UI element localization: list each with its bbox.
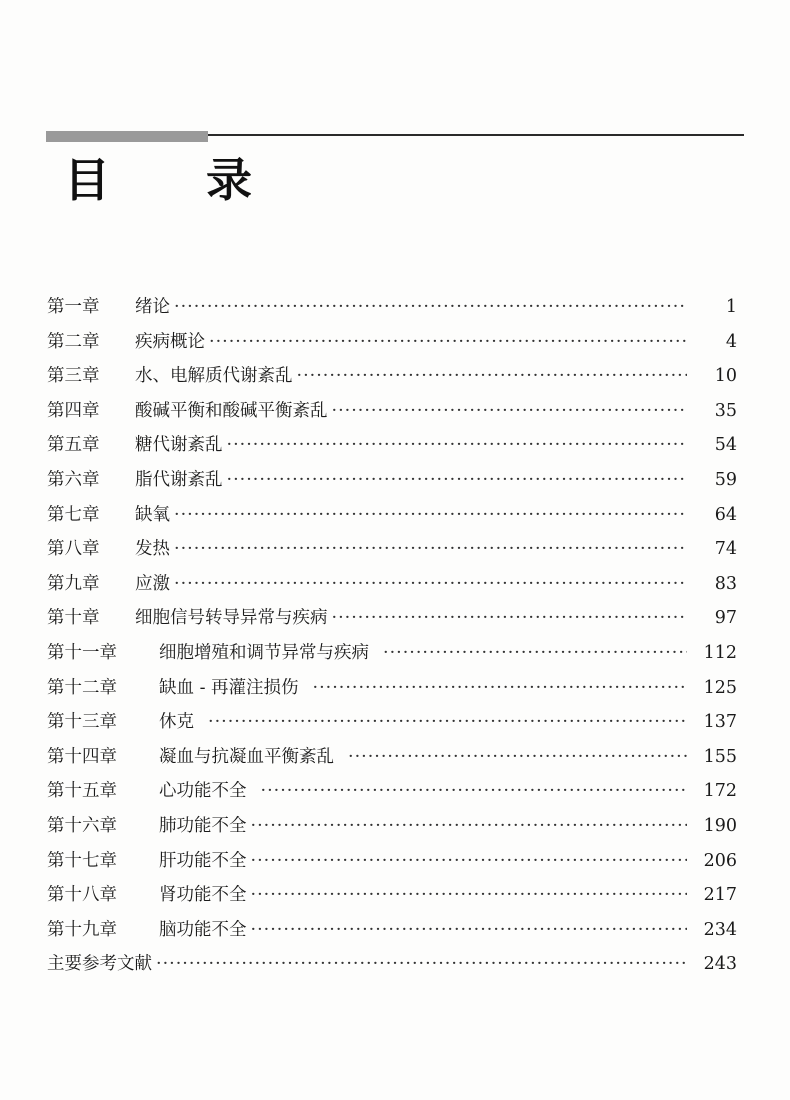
toc-entry-title: 主要参考文献 (47, 954, 152, 975)
toc-entry[interactable] (47, 636, 737, 671)
toc-entry[interactable] (47, 463, 737, 498)
toc-chapter-number: 第十八章 (47, 885, 117, 906)
toc-page-number: 125 (703, 677, 737, 698)
toc-entry-title: 缺氧 (135, 504, 170, 525)
toc-page-number: 206 (703, 850, 737, 871)
toc-entry-title: 细胞增殖和调节异常与疾病 (159, 642, 369, 663)
toc-chapter-number: 第五章 (47, 435, 100, 456)
toc-page-number: 190 (703, 815, 737, 836)
dot-leader (251, 844, 688, 879)
toc-page-number: 10 (714, 366, 737, 387)
toc-entry-title: 水、电解质代谢紊乱 (135, 366, 293, 387)
toc-chapter-number: 第十六章 (47, 815, 117, 836)
dot-leader (227, 463, 688, 498)
dot-leader (313, 671, 687, 706)
toc-entry[interactable] (47, 740, 737, 775)
dot-leader (348, 740, 687, 775)
dot-leader (251, 878, 688, 913)
toc-chapter-number: 第十七章 (47, 850, 117, 871)
table-of-contents (47, 290, 737, 982)
toc-page-number: 4 (725, 331, 737, 352)
toc-entry[interactable] (47, 428, 737, 463)
toc-page-number: 137 (703, 712, 737, 733)
toc-page-number: 59 (714, 469, 737, 490)
toc-chapter-number: 第一章 (47, 297, 100, 317)
toc-entry[interactable] (47, 705, 737, 740)
toc-entry-title: 细胞信号转导异常与疾病 (135, 608, 328, 629)
toc-chapter-number: 第七章 (47, 504, 100, 525)
dot-leader (174, 532, 687, 567)
dot-leader (251, 809, 688, 844)
dot-leader (297, 359, 688, 394)
toc-entry-title: 缺血 - 再灌注损伤 (159, 677, 299, 698)
toc-chapter-number: 第九章 (47, 573, 100, 594)
dot-leader (209, 325, 687, 360)
toc-chapter-number: 第十二章 (47, 677, 117, 698)
toc-page-number: 155 (703, 746, 737, 767)
toc-page-number: 112 (703, 642, 737, 663)
toc-chapter-number: 第十一章 (47, 642, 117, 663)
toc-entry-title: 脂代谢紊乱 (135, 469, 223, 490)
toc-entry[interactable] (47, 878, 737, 913)
dot-leader (261, 774, 688, 809)
toc-entry-title: 发热 (135, 539, 170, 560)
toc-entry-title: 心功能不全 (159, 781, 247, 802)
toc-chapter-number: 第十九章 (47, 919, 117, 940)
toc-page-number: 35 (714, 400, 737, 421)
toc-entry[interactable] (47, 947, 737, 982)
toc-entry-title: 肾功能不全 (159, 885, 247, 906)
toc-page-number: 172 (703, 781, 737, 802)
toc-entry[interactable] (47, 809, 737, 844)
toc-chapter-number: 第十章 (47, 608, 100, 629)
dot-leader (227, 428, 688, 463)
toc-page-number: 234 (703, 919, 737, 940)
toc-entry[interactable] (47, 394, 737, 429)
toc-entry-title: 脑功能不全 (159, 919, 247, 940)
toc-chapter-number: 第三章 (47, 366, 100, 387)
toc-page-number: 243 (703, 954, 737, 975)
toc-chapter-number: 第十四章 (47, 746, 117, 767)
dot-leader (332, 601, 688, 636)
page-title: 目 录 (64, 153, 293, 207)
toc-chapter-number: 第十三章 (47, 712, 117, 733)
dot-leader (174, 290, 687, 325)
toc-page-number: 54 (714, 435, 737, 456)
toc-entry[interactable] (47, 359, 737, 394)
toc-page-number: 64 (714, 504, 737, 525)
dot-leader (208, 705, 687, 740)
toc-entry[interactable] (47, 532, 737, 567)
toc-entry[interactable] (47, 290, 737, 325)
toc-entry[interactable] (47, 671, 737, 706)
toc-page-number: 1 (725, 297, 737, 317)
dot-leader (332, 394, 688, 429)
toc-entry[interactable] (47, 844, 737, 879)
dot-leader (251, 913, 688, 948)
dot-leader (156, 947, 687, 982)
toc-page-number: 97 (714, 608, 737, 629)
toc-entry-title: 绪论 (135, 297, 170, 317)
dot-leader (383, 636, 687, 671)
toc-chapter-number: 第二章 (47, 331, 100, 352)
toc-entry-title: 肺功能不全 (159, 815, 247, 836)
toc-entry[interactable] (47, 913, 737, 948)
toc-chapter-number: 第八章 (47, 539, 100, 560)
toc-entry[interactable] (47, 567, 737, 602)
toc-page-number: 217 (703, 885, 737, 906)
toc-entry-title: 糖代谢紊乱 (135, 435, 223, 456)
toc-entry-title: 疾病概论 (135, 331, 205, 352)
toc-entry-title: 酸碱平衡和酸碱平衡紊乱 (135, 400, 328, 421)
toc-page-number: 83 (714, 573, 737, 594)
toc-entry-title: 休克 (159, 712, 194, 733)
toc-page-number: 74 (714, 539, 737, 560)
toc-entry[interactable] (47, 601, 737, 636)
toc-entry-title: 凝血与抗凝血平衡紊乱 (159, 746, 334, 767)
toc-chapter-number: 第十五章 (47, 781, 117, 802)
toc-chapter-number: 第六章 (47, 469, 100, 490)
dot-leader (174, 567, 687, 602)
toc-entry-title: 肝功能不全 (159, 850, 247, 871)
toc-entry[interactable] (47, 774, 737, 809)
toc-entry[interactable] (47, 325, 737, 360)
toc-entry-title: 应激 (135, 573, 170, 594)
toc-chapter-number: 第四章 (47, 400, 100, 421)
header-rule-thin (208, 134, 744, 136)
dot-leader (174, 498, 687, 533)
header-rule-thick (46, 131, 208, 142)
toc-entry[interactable] (47, 498, 737, 533)
